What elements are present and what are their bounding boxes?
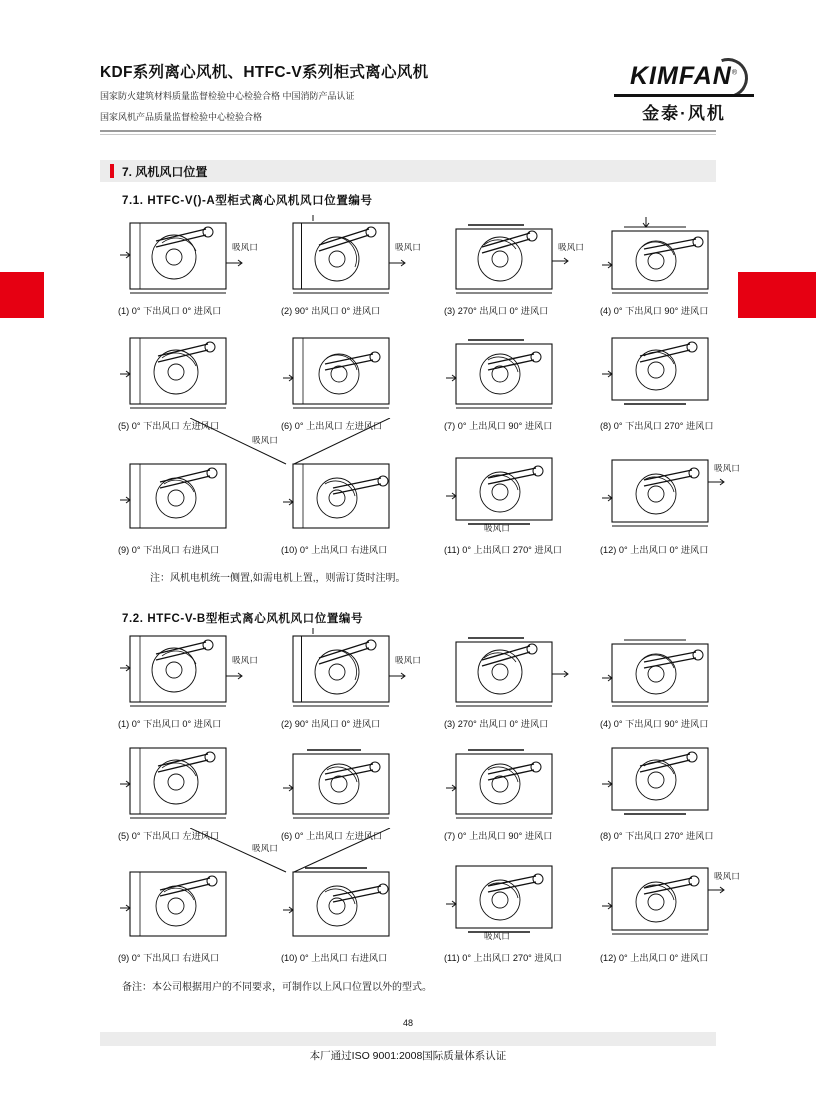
figure-b-5-drawing — [118, 740, 268, 826]
figure-b-11-drawing — [444, 856, 594, 942]
figure-a-11 — [444, 448, 594, 555]
figure-b-8 — [600, 740, 750, 841]
figure-b-5-caption: (5) 0° 下出风口 左进风口 — [118, 831, 220, 841]
figure-b-1 — [118, 628, 268, 729]
figure-a-9 — [118, 448, 268, 555]
figure-a-2-drawing — [281, 215, 431, 301]
figure-b-1-caption: (1) 0° 下出风口 0° 进风口 — [118, 719, 222, 729]
brand-logo — [614, 62, 754, 124]
figure-b-7 — [444, 740, 594, 841]
note-71: 注：风机电机统一侧置,如需电机上置,，则需订货时注明。 — [150, 573, 406, 584]
subsection-71-title: 7.1. HTFC-V()-A型柜式离心风机风口位置编号 — [122, 195, 373, 207]
figure-b-12-caption: (12) 0° 上出风口 0° 进风口 — [600, 953, 709, 963]
inlet-label: 吸风口 — [232, 655, 258, 665]
registered-icon: ® — [731, 69, 738, 77]
figure-a-12 — [600, 448, 750, 555]
figure-b-12 — [600, 856, 750, 963]
figure-a-7-drawing — [444, 330, 594, 416]
header-divider-thin — [100, 134, 716, 135]
figure-a-1-caption: (1) 0° 下出风口 0° 进风口 — [118, 306, 222, 316]
logo-chinese: 金泰·风机 — [642, 104, 726, 123]
inlet-label: 吸风口 — [484, 523, 510, 533]
figure-a-12-drawing — [600, 448, 750, 534]
footer-bar — [100, 1032, 716, 1046]
figure-b-4-caption: (4) 0° 下出风口 90° 进风口 — [600, 719, 709, 729]
header-subtitle-2: 国家风机产品质量监督检验中心检验合格 — [100, 112, 263, 122]
figure-a-6 — [281, 330, 431, 431]
figure-b-10 — [281, 856, 431, 963]
figure-a-10 — [281, 448, 431, 555]
header-subtitle-1: 国家防火建筑材料质量监督检验中心检验合格 中国消防产品认证 — [100, 91, 355, 101]
figure-a-4 — [600, 215, 750, 316]
figure-b-3-caption: (3) 270° 出风口 0° 进风口 — [444, 719, 549, 729]
figure-b-11 — [444, 856, 594, 963]
inlet-label: 吸风口 — [484, 931, 510, 941]
figure-a-5 — [118, 330, 268, 431]
header-divider — [100, 130, 716, 132]
figure-b-3-drawing — [444, 628, 594, 714]
figure-a-7 — [444, 330, 594, 431]
figure-a-5-drawing — [118, 330, 268, 416]
figure-a-12-caption: (12) 0° 上出风口 0° 进风口 — [600, 545, 709, 555]
figure-a-4-drawing — [600, 215, 750, 301]
figure-a-10-caption: (10) 0° 上出风口 右进风口 — [281, 545, 388, 555]
inlet-label: 吸风口 — [252, 843, 278, 853]
left-red-tab — [0, 272, 44, 318]
note-bottom: 备注：本公司根据用户的不同要求，可制作以上风口位置以外的型式。 — [122, 982, 432, 993]
figure-a-5-caption: (5) 0° 下出风口 左进风口 — [118, 421, 220, 431]
subsection-72-title: 7.2. HTFC-V-B型柜式离心风机风口位置编号 — [122, 613, 364, 625]
figure-b-12-drawing — [600, 856, 750, 942]
figure-a-3-drawing — [444, 215, 594, 301]
section-accent-mark — [110, 164, 114, 178]
figure-b-6 — [281, 740, 431, 841]
figure-a-6-drawing — [281, 330, 431, 416]
figure-a-3 — [444, 215, 594, 316]
figure-b-2-drawing — [281, 628, 431, 714]
figure-b-10-caption: (10) 0° 上出风口 右进风口 — [281, 953, 388, 963]
header-title: KDF系列离心风机、HTFC-V系列柜式离心风机 — [100, 64, 429, 81]
figure-a-1-drawing — [118, 215, 268, 301]
figure-a-2 — [281, 215, 431, 316]
figure-a-1 — [118, 215, 268, 316]
figure-a-3-caption: (3) 270° 出风口 0° 进风口 — [444, 306, 549, 316]
figure-b-4 — [600, 628, 750, 729]
figure-b-4-drawing — [600, 628, 750, 714]
figure-b-6-drawing — [281, 740, 431, 826]
section-title: 7. 风机风口位置 — [122, 165, 208, 179]
figure-b-5 — [118, 740, 268, 841]
figure-b-8-caption: (8) 0° 下出风口 270° 进风口 — [600, 831, 714, 841]
logo-latin-text: KIMFAN — [630, 62, 732, 90]
figure-b-9 — [118, 856, 268, 963]
figure-a-9-drawing — [118, 448, 268, 534]
figure-a-9-caption: (9) 0° 下出风口 右进风口 — [118, 545, 220, 555]
figure-b-2-caption: (2) 90° 出风口 0° 进风口 — [281, 719, 381, 729]
figure-b-7-drawing — [444, 740, 594, 826]
figure-a-8 — [600, 330, 750, 431]
figure-b-2 — [281, 628, 431, 729]
figure-b-7-caption: (7) 0° 上出风口 90° 进风口 — [444, 831, 553, 841]
figure-a-2-caption: (2) 90° 出风口 0° 进风口 — [281, 306, 381, 316]
figure-a-11-drawing — [444, 448, 594, 534]
inlet-label: 吸风口 — [714, 463, 740, 473]
figure-b-3 — [444, 628, 594, 729]
inlet-label: 吸风口 — [252, 435, 278, 445]
figure-b-8-drawing — [600, 740, 750, 826]
inlet-label: 吸风口 — [558, 242, 584, 252]
figure-a-11-caption: (11) 0° 上出风口 270° 进风口 — [444, 545, 562, 555]
figure-a-4-caption: (4) 0° 下出风口 90° 进风口 — [600, 306, 709, 316]
inlet-label: 吸风口 — [395, 242, 421, 252]
page-number: 48 — [402, 1018, 413, 1028]
inlet-label: 吸风口 — [714, 871, 740, 881]
footer-text: 本厂通过ISO 9001:2008国际质量体系认证 — [309, 1050, 507, 1062]
figure-b-9-caption: (9) 0° 下出风口 右进风口 — [118, 953, 220, 963]
figure-b-9-drawing — [118, 856, 268, 942]
figure-b-6-caption: (6) 0° 上出风口 左进风口 — [281, 831, 383, 841]
figure-b-11-caption: (11) 0° 上出风口 270° 进风口 — [444, 953, 562, 963]
section-heading-bar — [100, 160, 716, 182]
inlet-label: 吸风口 — [232, 242, 258, 252]
figure-a-10-drawing — [281, 448, 431, 534]
figure-a-8-drawing — [600, 330, 750, 416]
inlet-label: 吸风口 — [395, 655, 421, 665]
figure-a-8-caption: (8) 0° 下出风口 270° 进风口 — [600, 421, 714, 431]
figure-b-10-drawing — [281, 856, 431, 942]
figure-a-7-caption: (7) 0° 上出风口 90° 进风口 — [444, 421, 553, 431]
figure-a-6-caption: (6) 0° 上出风口 左进风口 — [281, 421, 383, 431]
figure-b-1-drawing — [118, 628, 268, 714]
